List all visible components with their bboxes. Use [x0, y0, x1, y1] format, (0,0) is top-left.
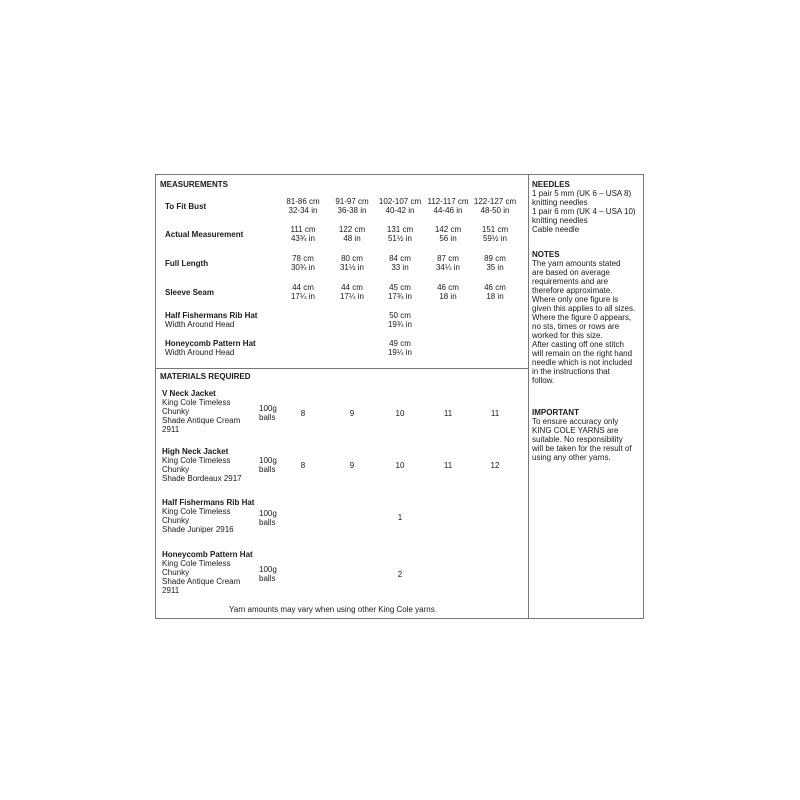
- needles-line: 1 pair 5 mm (UK 6 – USA 8): [532, 189, 632, 198]
- size-cm: 102-107 cm: [378, 197, 422, 206]
- material-desc: Chunky: [162, 465, 190, 474]
- needles-line: knitting needles: [532, 198, 588, 207]
- cell-cm: 44 cm: [292, 283, 314, 292]
- material-desc: Chunky: [162, 516, 190, 525]
- material-desc: King Cole Timeless: [162, 507, 231, 516]
- hat-cm: 50 cm: [389, 311, 411, 320]
- section-divider: [155, 368, 528, 369]
- cell-cm: 80 cm: [341, 254, 363, 263]
- material-desc: Chunky: [162, 568, 190, 577]
- materials-heading: MATERIALS REQUIRED: [160, 372, 251, 381]
- material-unit: 100g: [259, 565, 277, 574]
- material-unit: 100g: [259, 509, 277, 518]
- notes-line: in the instructions that: [532, 367, 610, 376]
- material-qty: 12: [490, 461, 500, 470]
- row-label: Sleeve Seam: [165, 288, 214, 297]
- notes-line: given this applies to all sizes.: [532, 304, 636, 313]
- notes-line: requirements and are: [532, 277, 609, 286]
- important-line: KING COLE YARNS are: [532, 426, 619, 435]
- cell-cm: 44 cm: [341, 283, 363, 292]
- cell-in: 48 in: [343, 234, 361, 243]
- notes-line: no sts, times or rows are: [532, 322, 620, 331]
- material-qty: 8: [300, 409, 306, 418]
- cell-in: 31½ in: [339, 263, 365, 272]
- cell-cm: 84 cm: [389, 254, 411, 263]
- hat-in: 19¼ in: [387, 348, 413, 357]
- needles-line: knitting needles: [532, 216, 588, 225]
- cell-cm: 151 cm: [481, 225, 509, 234]
- column-divider: [528, 174, 529, 619]
- material-desc: Chunky: [162, 407, 190, 416]
- notes-heading: NOTES: [532, 250, 560, 259]
- notes-line: Where only one figure is: [532, 295, 619, 304]
- notes-line: Where the figure 0 appears,: [532, 313, 632, 322]
- material-title: Half Fishermans Rib Hat: [162, 498, 255, 507]
- material-qty: 11: [490, 409, 500, 418]
- cell-in: 17¼ in: [290, 292, 316, 301]
- measurements-heading: MEASUREMENTS: [160, 180, 229, 189]
- material-title: Honeycomb Pattern Hat: [162, 550, 253, 559]
- material-qty: 9: [349, 461, 355, 470]
- cell-cm: 131 cm: [386, 225, 414, 234]
- cell-in: 17¼ in: [339, 292, 365, 301]
- material-title: High Neck Jacket: [162, 447, 229, 456]
- size-cm: 81-86 cm: [286, 197, 320, 206]
- material-desc: 2911: [162, 425, 180, 434]
- cell-cm: 46 cm: [484, 283, 506, 292]
- important-heading: IMPORTANT: [532, 408, 579, 417]
- notes-line: After casting off one stitch: [532, 340, 624, 349]
- cell-in: 43¾ in: [290, 234, 316, 243]
- to-fit-bust-label: To Fit Bust: [165, 202, 207, 211]
- material-desc: Shade Antique Cream: [162, 416, 241, 425]
- important-line: To ensure accuracy only: [532, 417, 619, 426]
- material-desc: 2911: [162, 586, 180, 595]
- material-desc: King Cole Timeless: [162, 456, 231, 465]
- material-unit: balls: [259, 413, 276, 422]
- hat-cm: 49 cm: [389, 339, 411, 348]
- hat-title: Honeycomb Pattern Hat: [165, 339, 256, 348]
- cell-cm: 46 cm: [437, 283, 459, 292]
- size-in: 48-50 in: [480, 206, 510, 215]
- cell-in: 56 in: [439, 234, 457, 243]
- material-qty: 10: [395, 409, 405, 418]
- cell-in: 18 in: [439, 292, 457, 301]
- hat-title: Half Fishermans Rib Hat: [165, 311, 258, 320]
- size-in: 40-42 in: [385, 206, 415, 215]
- material-qty: 11: [443, 409, 453, 418]
- hat-subtitle: Width Around Head: [165, 348, 235, 357]
- cell-in: 17¾ in: [387, 292, 413, 301]
- materials-footnote: Yarn amounts may vary when using other King Cole yarns.: [229, 605, 437, 614]
- notes-line: are based on average: [532, 268, 610, 277]
- notes-line: worked for this size.: [532, 331, 603, 340]
- material-title: V Neck Jacket: [162, 389, 216, 398]
- material-desc: King Cole Timeless: [162, 398, 231, 407]
- material-qty: 2: [397, 570, 403, 579]
- cell-in: 34¼ in: [435, 263, 461, 272]
- needles-heading: NEEDLES: [532, 180, 570, 189]
- material-qty: 10: [395, 461, 405, 470]
- material-desc: Shade Antique Cream: [162, 577, 241, 586]
- needles-line: Cable needle: [532, 225, 580, 234]
- cell-cm: 87 cm: [437, 254, 459, 263]
- material-qty: 1: [397, 513, 403, 522]
- notes-line: follow.: [532, 376, 555, 385]
- cell-in: 30¾ in: [290, 263, 316, 272]
- important-section: [532, 408, 644, 462]
- notes-line: will remain on the right hand: [532, 349, 633, 358]
- important-line: suitable. No responsibility: [532, 435, 623, 444]
- cell-cm: 122 cm: [338, 225, 366, 234]
- needles-line: 1 pair 6 mm (UK 4 – USA 10): [532, 207, 636, 216]
- material-unit: balls: [259, 574, 276, 583]
- material-desc: Shade Bordeaux 2917: [162, 474, 242, 483]
- needles-section: [532, 180, 644, 234]
- important-line: using any other yarns.: [532, 453, 611, 462]
- material-unit: balls: [259, 465, 276, 474]
- notes-line: needle which is not included: [532, 358, 633, 367]
- cell-cm: 111 cm: [290, 225, 316, 234]
- cell-cm: 89 cm: [484, 254, 506, 263]
- notes-line: therefore approximate.: [532, 286, 613, 295]
- cell-in: 51½ in: [387, 234, 413, 243]
- size-cm: 122-127 cm: [473, 197, 517, 206]
- material-qty: 8: [300, 461, 306, 470]
- material-desc: Shade Juniper 2916: [162, 525, 234, 534]
- important-line: will be taken for the result of: [532, 444, 632, 453]
- cell-cm: 45 cm: [389, 283, 411, 292]
- notes-line: The yarn amounts stated: [532, 259, 621, 268]
- size-cm: 91-97 cm: [335, 197, 369, 206]
- cell-in: 59½ in: [482, 234, 508, 243]
- material-unit: 100g: [259, 456, 277, 465]
- row-label: Actual Measurement: [165, 230, 244, 239]
- material-desc: King Cole Timeless: [162, 559, 231, 568]
- size-in: 44-46 in: [433, 206, 463, 215]
- cell-cm: 78 cm: [292, 254, 314, 263]
- notes-section: [532, 250, 644, 385]
- cell-in: 33 in: [391, 263, 409, 272]
- material-qty: 11: [443, 461, 453, 470]
- size-cm: 112-117 cm: [427, 197, 469, 206]
- material-unit: 100g: [259, 404, 277, 413]
- row-label: Full Length: [165, 259, 209, 268]
- hat-subtitle: Width Around Head: [165, 320, 235, 329]
- cell-in: 35 in: [486, 263, 504, 272]
- cell-cm: 142 cm: [434, 225, 462, 234]
- material-qty: 9: [349, 409, 355, 418]
- size-in: 36-38 in: [337, 206, 367, 215]
- cell-in: 18 in: [486, 292, 504, 301]
- size-in: 32-34 in: [288, 206, 318, 215]
- hat-in: 19¾ in: [387, 320, 413, 329]
- material-unit: balls: [259, 518, 276, 527]
